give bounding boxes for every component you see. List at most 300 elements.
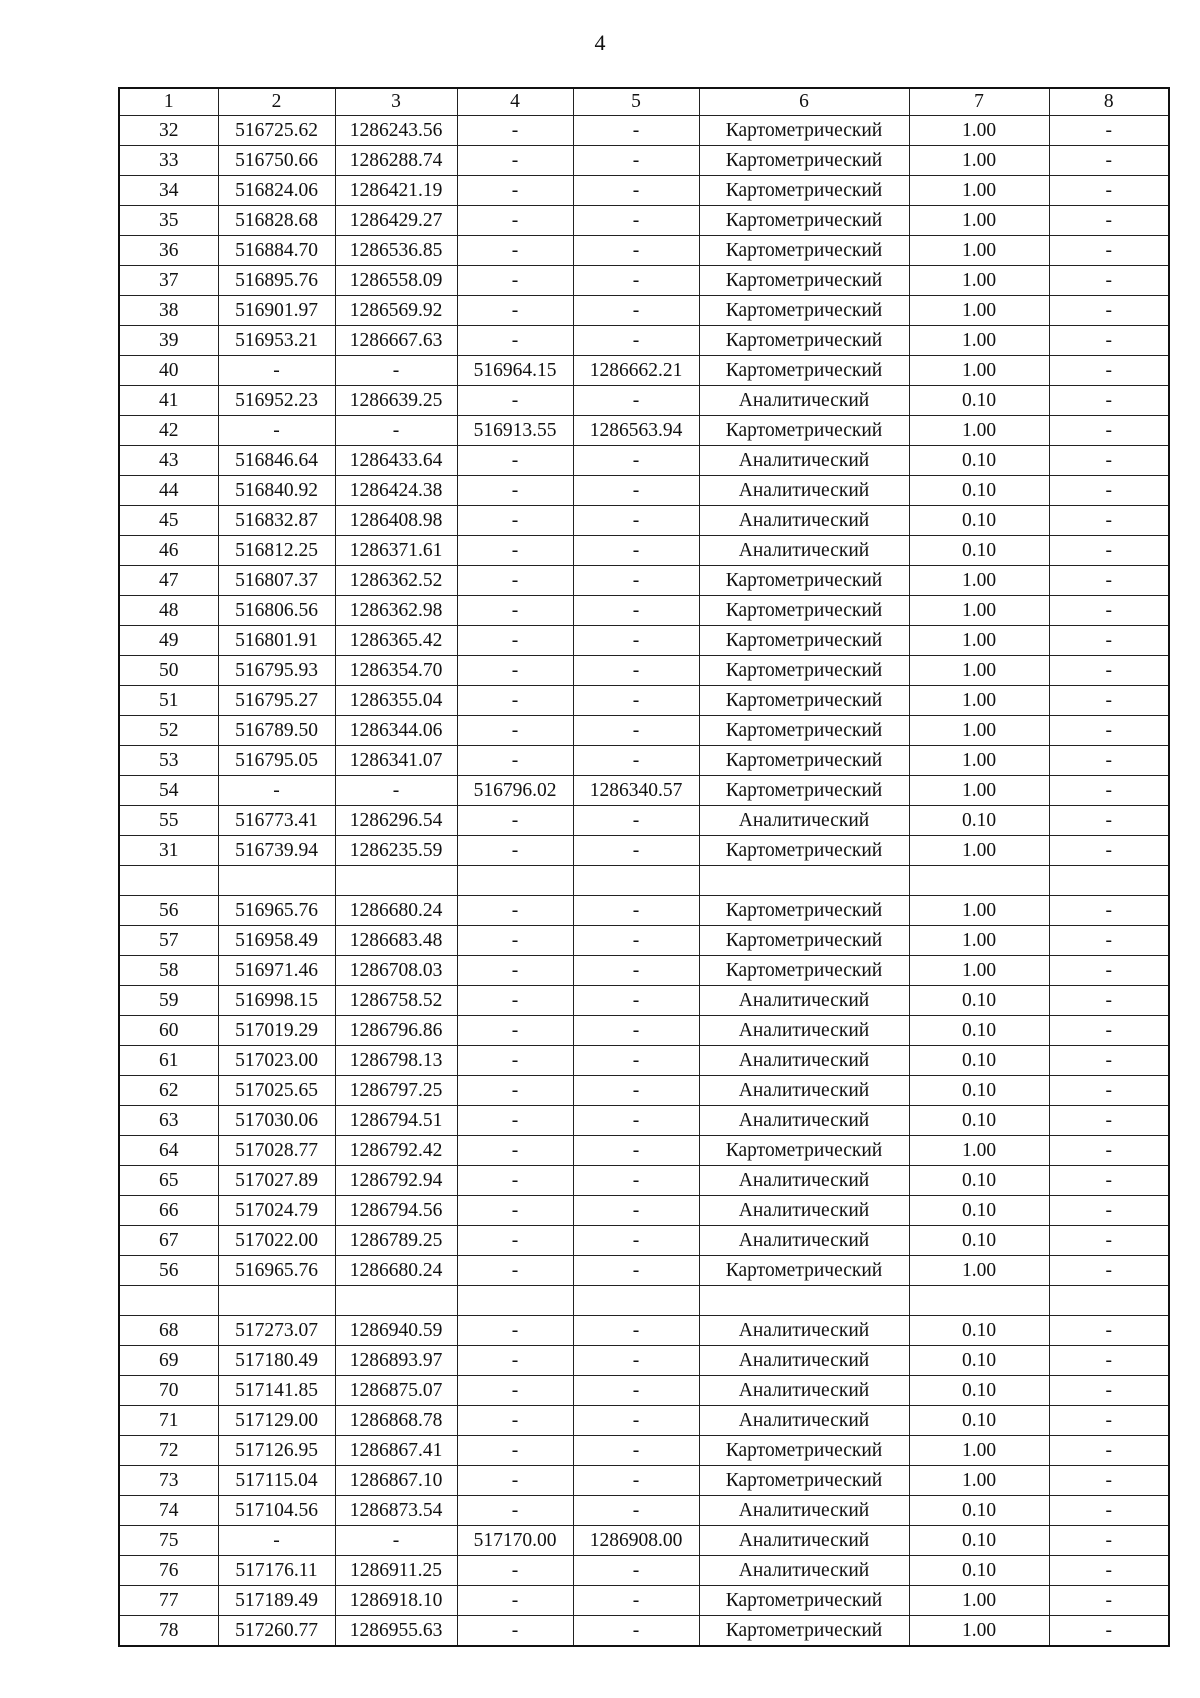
x-coordinate-cell: 516795.27: [218, 686, 335, 716]
y-coordinate-alt-cell: -: [573, 1436, 699, 1466]
method-cell: Картометрический: [699, 176, 909, 206]
y-coordinate-cell: [335, 1286, 457, 1316]
y-coordinate-alt-cell: -: [573, 896, 699, 926]
method-cell: Картометрический: [699, 1466, 909, 1496]
x-coordinate-alt-cell: -: [457, 236, 573, 266]
y-coordinate-alt-cell: -: [573, 386, 699, 416]
x-coordinate-cell: 517024.79: [218, 1196, 335, 1226]
y-coordinate-cell: 1286798.13: [335, 1046, 457, 1076]
y-coordinate-cell: 1286355.04: [335, 686, 457, 716]
header-row: [119, 88, 1169, 116]
column-header: 3: [335, 88, 457, 116]
point-number-cell: 60: [119, 1016, 218, 1046]
y-coordinate-cell: 1286344.06: [335, 716, 457, 746]
point-number-cell: 57: [119, 926, 218, 956]
method-cell: Аналитический: [699, 1076, 909, 1106]
accuracy-cell: 1.00: [909, 266, 1049, 296]
column-header: 2: [218, 88, 335, 116]
method-cell: Картометрический: [699, 1616, 909, 1647]
x-coordinate-alt-cell: -: [457, 176, 573, 206]
point-number-cell: 48: [119, 596, 218, 626]
table-row: [119, 626, 1169, 656]
y-coordinate-cell: 1286424.38: [335, 476, 457, 506]
x-coordinate-cell: 517115.04: [218, 1466, 335, 1496]
table-row: [119, 356, 1169, 386]
point-number-cell: 74: [119, 1496, 218, 1526]
method-cell: [699, 866, 909, 896]
table-row: [119, 1586, 1169, 1616]
x-coordinate-cell: -: [218, 416, 335, 446]
y-coordinate-alt-cell: -: [573, 1586, 699, 1616]
y-coordinate-alt-cell: -: [573, 1616, 699, 1647]
method-cell: Картометрический: [699, 686, 909, 716]
y-coordinate-cell: 1286893.97: [335, 1346, 457, 1376]
x-coordinate-alt-cell: -: [457, 746, 573, 776]
x-coordinate-cell: 516801.91: [218, 626, 335, 656]
accuracy-cell: 1.00: [909, 236, 1049, 266]
y-coordinate-alt-cell: -: [573, 1316, 699, 1346]
description-cell: -: [1049, 1436, 1169, 1466]
accuracy-cell: [909, 866, 1049, 896]
x-coordinate-alt-cell: -: [457, 1316, 573, 1346]
description-cell: -: [1049, 1466, 1169, 1496]
y-coordinate-cell: 1286408.98: [335, 506, 457, 536]
x-coordinate-cell: -: [218, 776, 335, 806]
y-coordinate-alt-cell: -: [573, 1166, 699, 1196]
x-coordinate-alt-cell: -: [457, 1226, 573, 1256]
method-cell: Аналитический: [699, 1226, 909, 1256]
accuracy-cell: 0.10: [909, 1406, 1049, 1436]
table-row: [119, 1496, 1169, 1526]
y-coordinate-cell: 1286796.86: [335, 1016, 457, 1046]
y-coordinate-alt-cell: -: [573, 1346, 699, 1376]
accuracy-cell: 1.00: [909, 1586, 1049, 1616]
x-coordinate-alt-cell: -: [457, 1406, 573, 1436]
y-coordinate-cell: 1286235.59: [335, 836, 457, 866]
y-coordinate-cell: 1286341.07: [335, 746, 457, 776]
point-number-cell: 32: [119, 116, 218, 146]
x-coordinate-cell: 517027.89: [218, 1166, 335, 1196]
accuracy-cell: 1.00: [909, 1436, 1049, 1466]
accuracy-cell: 1.00: [909, 626, 1049, 656]
description-cell: -: [1049, 1256, 1169, 1286]
y-coordinate-cell: 1286868.78: [335, 1406, 457, 1436]
y-coordinate-cell: 1286758.52: [335, 986, 457, 1016]
point-number-cell: 66: [119, 1196, 218, 1226]
description-cell: -: [1049, 1046, 1169, 1076]
method-cell: Аналитический: [699, 1316, 909, 1346]
y-coordinate-cell: 1286789.25: [335, 1226, 457, 1256]
method-cell: Картометрический: [699, 146, 909, 176]
x-coordinate-alt-cell: -: [457, 926, 573, 956]
y-coordinate-cell: 1286296.54: [335, 806, 457, 836]
x-coordinate-alt-cell: -: [457, 896, 573, 926]
accuracy-cell: 1.00: [909, 896, 1049, 926]
x-coordinate-cell: [218, 1286, 335, 1316]
x-coordinate-alt-cell: -: [457, 716, 573, 746]
y-coordinate-cell: -: [335, 356, 457, 386]
description-cell: -: [1049, 596, 1169, 626]
point-number-cell: 78: [119, 1616, 218, 1647]
point-number-cell: 43: [119, 446, 218, 476]
description-cell: -: [1049, 1076, 1169, 1106]
y-coordinate-alt-cell: -: [573, 1466, 699, 1496]
column-header: 6: [699, 88, 909, 116]
accuracy-cell: 0.10: [909, 1346, 1049, 1376]
x-coordinate-alt-cell: -: [457, 596, 573, 626]
coordinates-table: [118, 87, 1170, 1647]
point-number-cell: 63: [119, 1106, 218, 1136]
y-coordinate-cell: 1286433.64: [335, 446, 457, 476]
y-coordinate-cell: 1286288.74: [335, 146, 457, 176]
table-row: [119, 506, 1169, 536]
x-coordinate-alt-cell: 516913.55: [457, 416, 573, 446]
accuracy-cell: 1.00: [909, 926, 1049, 956]
description-cell: -: [1049, 1376, 1169, 1406]
x-coordinate-alt-cell: -: [457, 506, 573, 536]
x-coordinate-alt-cell: -: [457, 386, 573, 416]
y-coordinate-alt-cell: -: [573, 326, 699, 356]
point-number-cell: 76: [119, 1556, 218, 1586]
point-number-cell: 51: [119, 686, 218, 716]
accuracy-cell: 1.00: [909, 836, 1049, 866]
method-cell: Картометрический: [699, 656, 909, 686]
method-cell: Аналитический: [699, 1376, 909, 1406]
table-row: [119, 1316, 1169, 1346]
point-number-cell: 62: [119, 1076, 218, 1106]
table-row: [119, 416, 1169, 446]
description-cell: -: [1049, 836, 1169, 866]
x-coordinate-cell: 516884.70: [218, 236, 335, 266]
method-cell: Картометрический: [699, 926, 909, 956]
description-cell: -: [1049, 686, 1169, 716]
x-coordinate-cell: 516750.66: [218, 146, 335, 176]
y-coordinate-cell: 1286794.56: [335, 1196, 457, 1226]
x-coordinate-cell: 517030.06: [218, 1106, 335, 1136]
point-number-cell: 39: [119, 326, 218, 356]
x-coordinate-alt-cell: -: [457, 146, 573, 176]
y-coordinate-alt-cell: -: [573, 1016, 699, 1046]
x-coordinate-cell: 516840.92: [218, 476, 335, 506]
description-cell: -: [1049, 806, 1169, 836]
y-coordinate-alt-cell: -: [573, 626, 699, 656]
table-row: [119, 866, 1169, 896]
x-coordinate-alt-cell: [457, 1286, 573, 1316]
y-coordinate-alt-cell: 1286662.21: [573, 356, 699, 386]
method-cell: Аналитический: [699, 1556, 909, 1586]
description-cell: -: [1049, 356, 1169, 386]
accuracy-cell: 1.00: [909, 296, 1049, 326]
x-coordinate-alt-cell: -: [457, 1466, 573, 1496]
table-header: [119, 88, 1169, 116]
point-number-cell: 37: [119, 266, 218, 296]
table-row: [119, 686, 1169, 716]
table-row: [119, 146, 1169, 176]
y-coordinate-cell: 1286421.19: [335, 176, 457, 206]
description-cell: [1049, 866, 1169, 896]
table-row: [119, 1616, 1169, 1647]
description-cell: -: [1049, 1526, 1169, 1556]
point-number-cell: 47: [119, 566, 218, 596]
description-cell: -: [1049, 446, 1169, 476]
x-coordinate-cell: 516901.97: [218, 296, 335, 326]
table-row: [119, 326, 1169, 356]
accuracy-cell: 1.00: [909, 326, 1049, 356]
y-coordinate-cell: 1286797.25: [335, 1076, 457, 1106]
page-number: 4: [594, 30, 606, 55]
x-coordinate-cell: 517189.49: [218, 1586, 335, 1616]
table-row: [119, 446, 1169, 476]
x-coordinate-cell: 516952.23: [218, 386, 335, 416]
accuracy-cell: 0.10: [909, 386, 1049, 416]
description-cell: -: [1049, 416, 1169, 446]
x-coordinate-cell: 516806.56: [218, 596, 335, 626]
x-coordinate-alt-cell: -: [457, 116, 573, 146]
point-number-cell: 69: [119, 1346, 218, 1376]
table-row: [119, 236, 1169, 266]
table-row: [119, 1166, 1169, 1196]
description-cell: -: [1049, 476, 1169, 506]
x-coordinate-cell: 517028.77: [218, 1136, 335, 1166]
description-cell: -: [1049, 506, 1169, 536]
x-coordinate-alt-cell: 517170.00: [457, 1526, 573, 1556]
table-row: [119, 1196, 1169, 1226]
description-cell: -: [1049, 326, 1169, 356]
y-coordinate-alt-cell: -: [573, 926, 699, 956]
accuracy-cell: 0.10: [909, 446, 1049, 476]
table-row: [119, 926, 1169, 956]
x-coordinate-cell: 516725.62: [218, 116, 335, 146]
y-coordinate-cell: 1286536.85: [335, 236, 457, 266]
description-cell: -: [1049, 896, 1169, 926]
y-coordinate-alt-cell: -: [573, 1196, 699, 1226]
column-header: 8: [1049, 88, 1169, 116]
table-row: [119, 566, 1169, 596]
table-row: [119, 476, 1169, 506]
x-coordinate-alt-cell: -: [457, 1256, 573, 1286]
y-coordinate-cell: 1286867.10: [335, 1466, 457, 1496]
x-coordinate-alt-cell: 516796.02: [457, 776, 573, 806]
point-number-cell: 49: [119, 626, 218, 656]
accuracy-cell: 1.00: [909, 1256, 1049, 1286]
accuracy-cell: 1.00: [909, 776, 1049, 806]
description-cell: -: [1049, 1586, 1169, 1616]
description-cell: -: [1049, 206, 1169, 236]
y-coordinate-cell: -: [335, 416, 457, 446]
table-row: [119, 1256, 1169, 1286]
x-coordinate-alt-cell: [457, 866, 573, 896]
x-coordinate-alt-cell: -: [457, 1076, 573, 1106]
x-coordinate-alt-cell: -: [457, 536, 573, 566]
x-coordinate-cell: 516812.25: [218, 536, 335, 566]
y-coordinate-alt-cell: -: [573, 1376, 699, 1406]
description-cell: -: [1049, 1616, 1169, 1647]
table-row: [119, 1556, 1169, 1586]
accuracy-cell: 1.00: [909, 1466, 1049, 1496]
table-row: [119, 596, 1169, 626]
x-coordinate-cell: 517129.00: [218, 1406, 335, 1436]
table-row: [119, 536, 1169, 566]
method-cell: Аналитический: [699, 1526, 909, 1556]
accuracy-cell: 0.10: [909, 1316, 1049, 1346]
y-coordinate-alt-cell: [573, 1286, 699, 1316]
accuracy-cell: 0.10: [909, 1016, 1049, 1046]
method-cell: Картометрический: [699, 206, 909, 236]
column-header: 4: [457, 88, 573, 116]
accuracy-cell: 1.00: [909, 656, 1049, 686]
method-cell: Аналитический: [699, 536, 909, 566]
y-coordinate-alt-cell: -: [573, 146, 699, 176]
point-number-cell: 56: [119, 1256, 218, 1286]
y-coordinate-cell: 1286875.07: [335, 1376, 457, 1406]
point-number-cell: [119, 1286, 218, 1316]
description-cell: -: [1049, 386, 1169, 416]
method-cell: Картометрический: [699, 416, 909, 446]
y-coordinate-alt-cell: -: [573, 236, 699, 266]
point-number-cell: 34: [119, 176, 218, 206]
accuracy-cell: 0.10: [909, 1106, 1049, 1136]
y-coordinate-alt-cell: -: [573, 1136, 699, 1166]
point-number-cell: 75: [119, 1526, 218, 1556]
y-coordinate-alt-cell: -: [573, 986, 699, 1016]
point-number-cell: 59: [119, 986, 218, 1016]
x-coordinate-alt-cell: -: [457, 806, 573, 836]
x-coordinate-alt-cell: -: [457, 476, 573, 506]
accuracy-cell: 1.00: [909, 356, 1049, 386]
y-coordinate-cell: 1286873.54: [335, 1496, 457, 1526]
y-coordinate-alt-cell: -: [573, 446, 699, 476]
description-cell: -: [1049, 1496, 1169, 1526]
description-cell: -: [1049, 116, 1169, 146]
table-row: [119, 1106, 1169, 1136]
y-coordinate-alt-cell: -: [573, 656, 699, 686]
y-coordinate-alt-cell: 1286908.00: [573, 1526, 699, 1556]
point-number-cell: 46: [119, 536, 218, 566]
x-coordinate-alt-cell: -: [457, 1496, 573, 1526]
y-coordinate-alt-cell: 1286340.57: [573, 776, 699, 806]
x-coordinate-alt-cell: -: [457, 296, 573, 326]
table-row: [119, 806, 1169, 836]
y-coordinate-cell: -: [335, 1526, 457, 1556]
method-cell: Аналитический: [699, 1406, 909, 1436]
point-number-cell: 36: [119, 236, 218, 266]
y-coordinate-alt-cell: -: [573, 746, 699, 776]
accuracy-cell: 0.10: [909, 1376, 1049, 1406]
description-cell: -: [1049, 176, 1169, 206]
y-coordinate-cell: 1286362.98: [335, 596, 457, 626]
point-number-cell: 40: [119, 356, 218, 386]
y-coordinate-alt-cell: -: [573, 266, 699, 296]
description-cell: -: [1049, 716, 1169, 746]
point-number-cell: 65: [119, 1166, 218, 1196]
table-row: [119, 896, 1169, 926]
description-cell: -: [1049, 986, 1169, 1016]
point-number-cell: 70: [119, 1376, 218, 1406]
y-coordinate-cell: 1286918.10: [335, 1586, 457, 1616]
point-number-cell: 72: [119, 1436, 218, 1466]
table-row: [119, 716, 1169, 746]
table-row: [119, 176, 1169, 206]
y-coordinate-cell: 1286867.41: [335, 1436, 457, 1466]
accuracy-cell: 1.00: [909, 596, 1049, 626]
table-row: [119, 266, 1169, 296]
x-coordinate-cell: 516965.76: [218, 896, 335, 926]
y-coordinate-cell: 1286371.61: [335, 536, 457, 566]
method-cell: Аналитический: [699, 386, 909, 416]
x-coordinate-cell: 516739.94: [218, 836, 335, 866]
point-number-cell: 58: [119, 956, 218, 986]
description-cell: -: [1049, 1166, 1169, 1196]
x-coordinate-cell: 516998.15: [218, 986, 335, 1016]
accuracy-cell: 0.10: [909, 1526, 1049, 1556]
point-number-cell: 38: [119, 296, 218, 326]
method-cell: Картометрический: [699, 956, 909, 986]
y-coordinate-alt-cell: -: [573, 1076, 699, 1106]
y-coordinate-alt-cell: [573, 866, 699, 896]
description-cell: -: [1049, 1406, 1169, 1436]
method-cell: Картометрический: [699, 746, 909, 776]
y-coordinate-cell: 1286365.42: [335, 626, 457, 656]
x-coordinate-alt-cell: -: [457, 326, 573, 356]
y-coordinate-alt-cell: -: [573, 296, 699, 326]
method-cell: Картометрический: [699, 1436, 909, 1466]
point-number-cell: 50: [119, 656, 218, 686]
y-coordinate-alt-cell: -: [573, 716, 699, 746]
x-coordinate-alt-cell: -: [457, 626, 573, 656]
table-row: [119, 1046, 1169, 1076]
x-coordinate-alt-cell: -: [457, 1436, 573, 1466]
x-coordinate-cell: 517022.00: [218, 1226, 335, 1256]
method-cell: Аналитический: [699, 1496, 909, 1526]
x-coordinate-alt-cell: -: [457, 1016, 573, 1046]
y-coordinate-cell: -: [335, 776, 457, 806]
method-cell: Аналитический: [699, 506, 909, 536]
accuracy-cell: 1.00: [909, 416, 1049, 446]
point-number-cell: [119, 866, 218, 896]
y-coordinate-cell: 1286354.70: [335, 656, 457, 686]
y-coordinate-cell: 1286558.09: [335, 266, 457, 296]
y-coordinate-cell: 1286683.48: [335, 926, 457, 956]
method-cell: Картометрический: [699, 626, 909, 656]
table-row: [119, 386, 1169, 416]
table-row: [119, 836, 1169, 866]
x-coordinate-alt-cell: -: [457, 956, 573, 986]
y-coordinate-cell: 1286362.52: [335, 566, 457, 596]
method-cell: [699, 1286, 909, 1316]
y-coordinate-alt-cell: -: [573, 836, 699, 866]
x-coordinate-cell: [218, 866, 335, 896]
point-number-cell: 42: [119, 416, 218, 446]
accuracy-cell: 0.10: [909, 1556, 1049, 1586]
x-coordinate-cell: 516824.06: [218, 176, 335, 206]
point-number-cell: 35: [119, 206, 218, 236]
method-cell: Картометрический: [699, 1586, 909, 1616]
table-row: [119, 1436, 1169, 1466]
table-row: [119, 746, 1169, 776]
y-coordinate-alt-cell: -: [573, 1256, 699, 1286]
column-header: 7: [909, 88, 1049, 116]
table-row: [119, 1016, 1169, 1046]
x-coordinate-alt-cell: -: [457, 446, 573, 476]
x-coordinate-cell: 516953.21: [218, 326, 335, 356]
point-number-cell: 73: [119, 1466, 218, 1496]
accuracy-cell: 1.00: [909, 746, 1049, 776]
point-number-cell: 55: [119, 806, 218, 836]
y-coordinate-cell: 1286680.24: [335, 1256, 457, 1286]
y-coordinate-alt-cell: -: [573, 506, 699, 536]
y-coordinate-alt-cell: -: [573, 116, 699, 146]
description-cell: -: [1049, 656, 1169, 686]
